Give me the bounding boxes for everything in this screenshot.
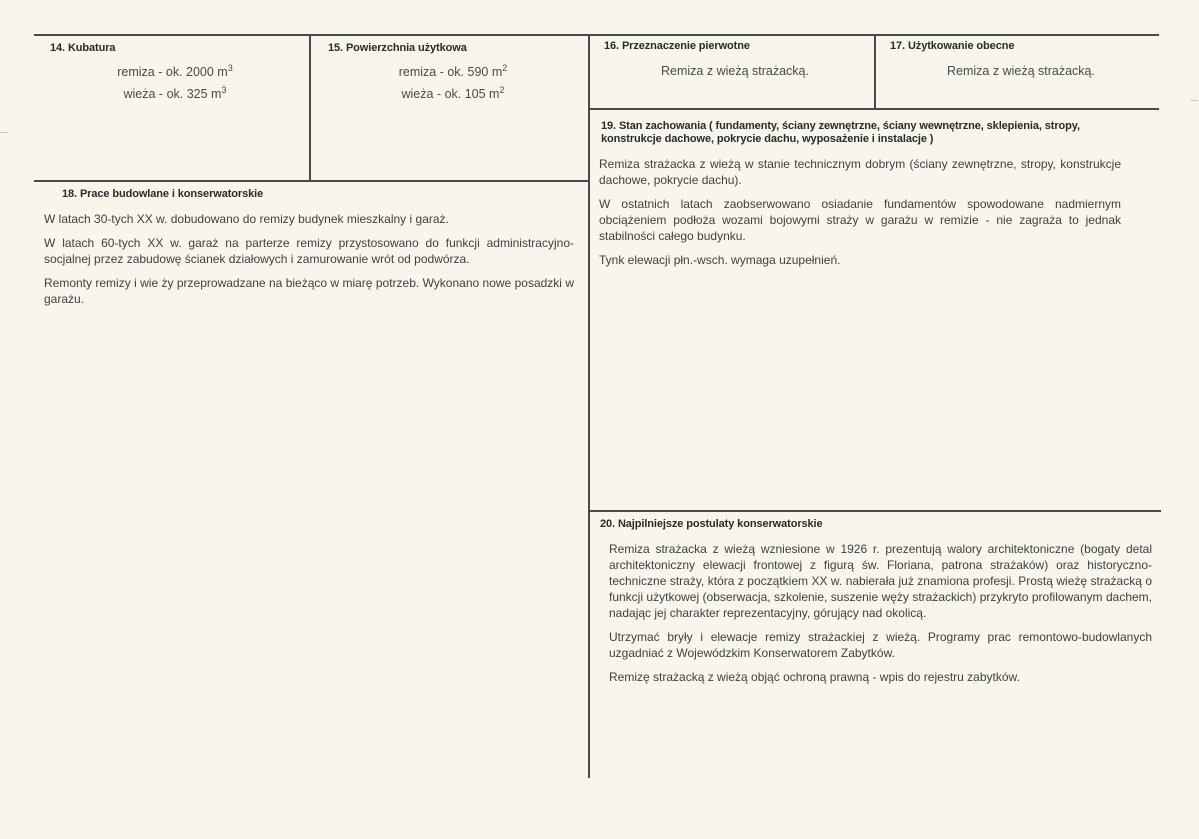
paragraph: Remiza strażacka z wieżą wzniesione w 1926 r. prezentują walory architektoniczne (bogaty detal architektoniczny elewacji frontowej z figurą św. Floriana, patrona strażaków) oraz historyczno-techniczne straży, która z początkiem XX w. nabierała już znamiona profesji. Prostą wieżę strażacką o funkcji użytkowej (obserwacja, szkolenie, suszenie węży strażackich) przykryto profilowanym dachem, nadając jej charakter reprezentacyjny, górujący nad okolicą. — [609, 542, 1152, 620]
section-powierzchnia — [328, 42, 578, 105]
rule-above-20 — [588, 510, 1161, 512]
original-use-value: Remiza z wieżą strażacką. — [661, 64, 809, 78]
section-heading: 18. Prace budowlane i konserwatorskie — [62, 188, 264, 200]
area-line: remiza - ok. 590 $m^2$ — [398, 63, 508, 79]
section-prace-budowlane — [44, 188, 574, 315]
scan-edge-mark — [0, 132, 8, 133]
scan-edge-mark — [1190, 100, 1198, 101]
section-przeznaczenie — [604, 40, 866, 82]
section-heading: 17. Użytkowanie obecne — [890, 40, 1015, 52]
section-kubatura — [50, 42, 300, 105]
section-heading: 20. Najpilniejsze postulaty konserwatorskie — [600, 518, 823, 530]
divider-14-15 — [309, 34, 311, 181]
current-use-value: Remiza z wieżą strażacką. — [947, 64, 1095, 78]
section-heading: 14. Kubatura — [50, 42, 116, 54]
top-rule — [34, 34, 1159, 36]
paragraph: Utrzymać bryły i elewacje remizy strażackiej z wieżą. Programy prac remontowo-budowlanych uzgadniać z Wojewódzkim Konserwatorem Zabytków. — [609, 630, 1152, 660]
paragraph: W latach 30-tych XX w. dobudowano do remizy budynek mieszkalny i garaż. — [44, 212, 449, 226]
volume-line: remiza - ok. 2000 $m^3$ — [117, 63, 233, 79]
rule-under-16-17 — [588, 108, 1159, 110]
section-uzytkowanie — [890, 40, 1152, 82]
paragraph: W ostatnich latach zaobserwowano osiadanie fundamentów spowodowane nadmiernym obciążeniem podłoża wozami bojowymi straży w garażu w remizie - nie zagraża to jednak stabilności całego budynku. — [599, 197, 1121, 243]
rule-under-14-15 — [34, 180, 589, 182]
section-heading: 16. Przeznaczenie pierwotne — [604, 40, 750, 52]
paragraph: Remiza strażacka z wieżą w stanie technicznym dobrym (ściany zewnętrzne, stropy, konstrukcje dachowe, pokrycie dachu). — [599, 157, 1121, 187]
section-heading: 15. Powierzchnia użytkowa — [328, 42, 467, 54]
section-stan-zachowania — [599, 120, 1121, 276]
paragraph: Remonty remizy i wie ży przeprowadzane na bieżąco w miarę potrzeb. Wykonano nowe posadzki w garażu. — [44, 276, 574, 306]
section-postulaty — [600, 518, 1152, 693]
section-heading: 19. Stan zachowania ( fundamenty, ściany zewnętrzne, ściany wewnętrzne, sklepienia, stropy, konstrukcje dachowe, pokrycie dachu, wyposażenie i instalacje ) — [601, 120, 1080, 145]
area-line: wieża - ok. 105 $m^2$ — [401, 85, 505, 101]
volume-line: wieża - ok. 325 $m^3$ — [123, 85, 227, 101]
divider-16-17 — [874, 34, 876, 110]
paragraph: Remizę strażacką z wieżą objąć ochroną prawną - wpis do rejestru zabytków. — [609, 670, 1020, 684]
center-divider — [588, 34, 590, 778]
paragraph: Tynk elewacji płn.-wsch. wymaga uzupełnień. — [599, 253, 841, 267]
paragraph: W latach 60-tych XX w. garaż na parterze remizy przystosowano do funkcji administracyjno-socjalnej przez zabudowę ścianek działowych i zamurowanie wrót od podwórza. — [44, 236, 574, 266]
